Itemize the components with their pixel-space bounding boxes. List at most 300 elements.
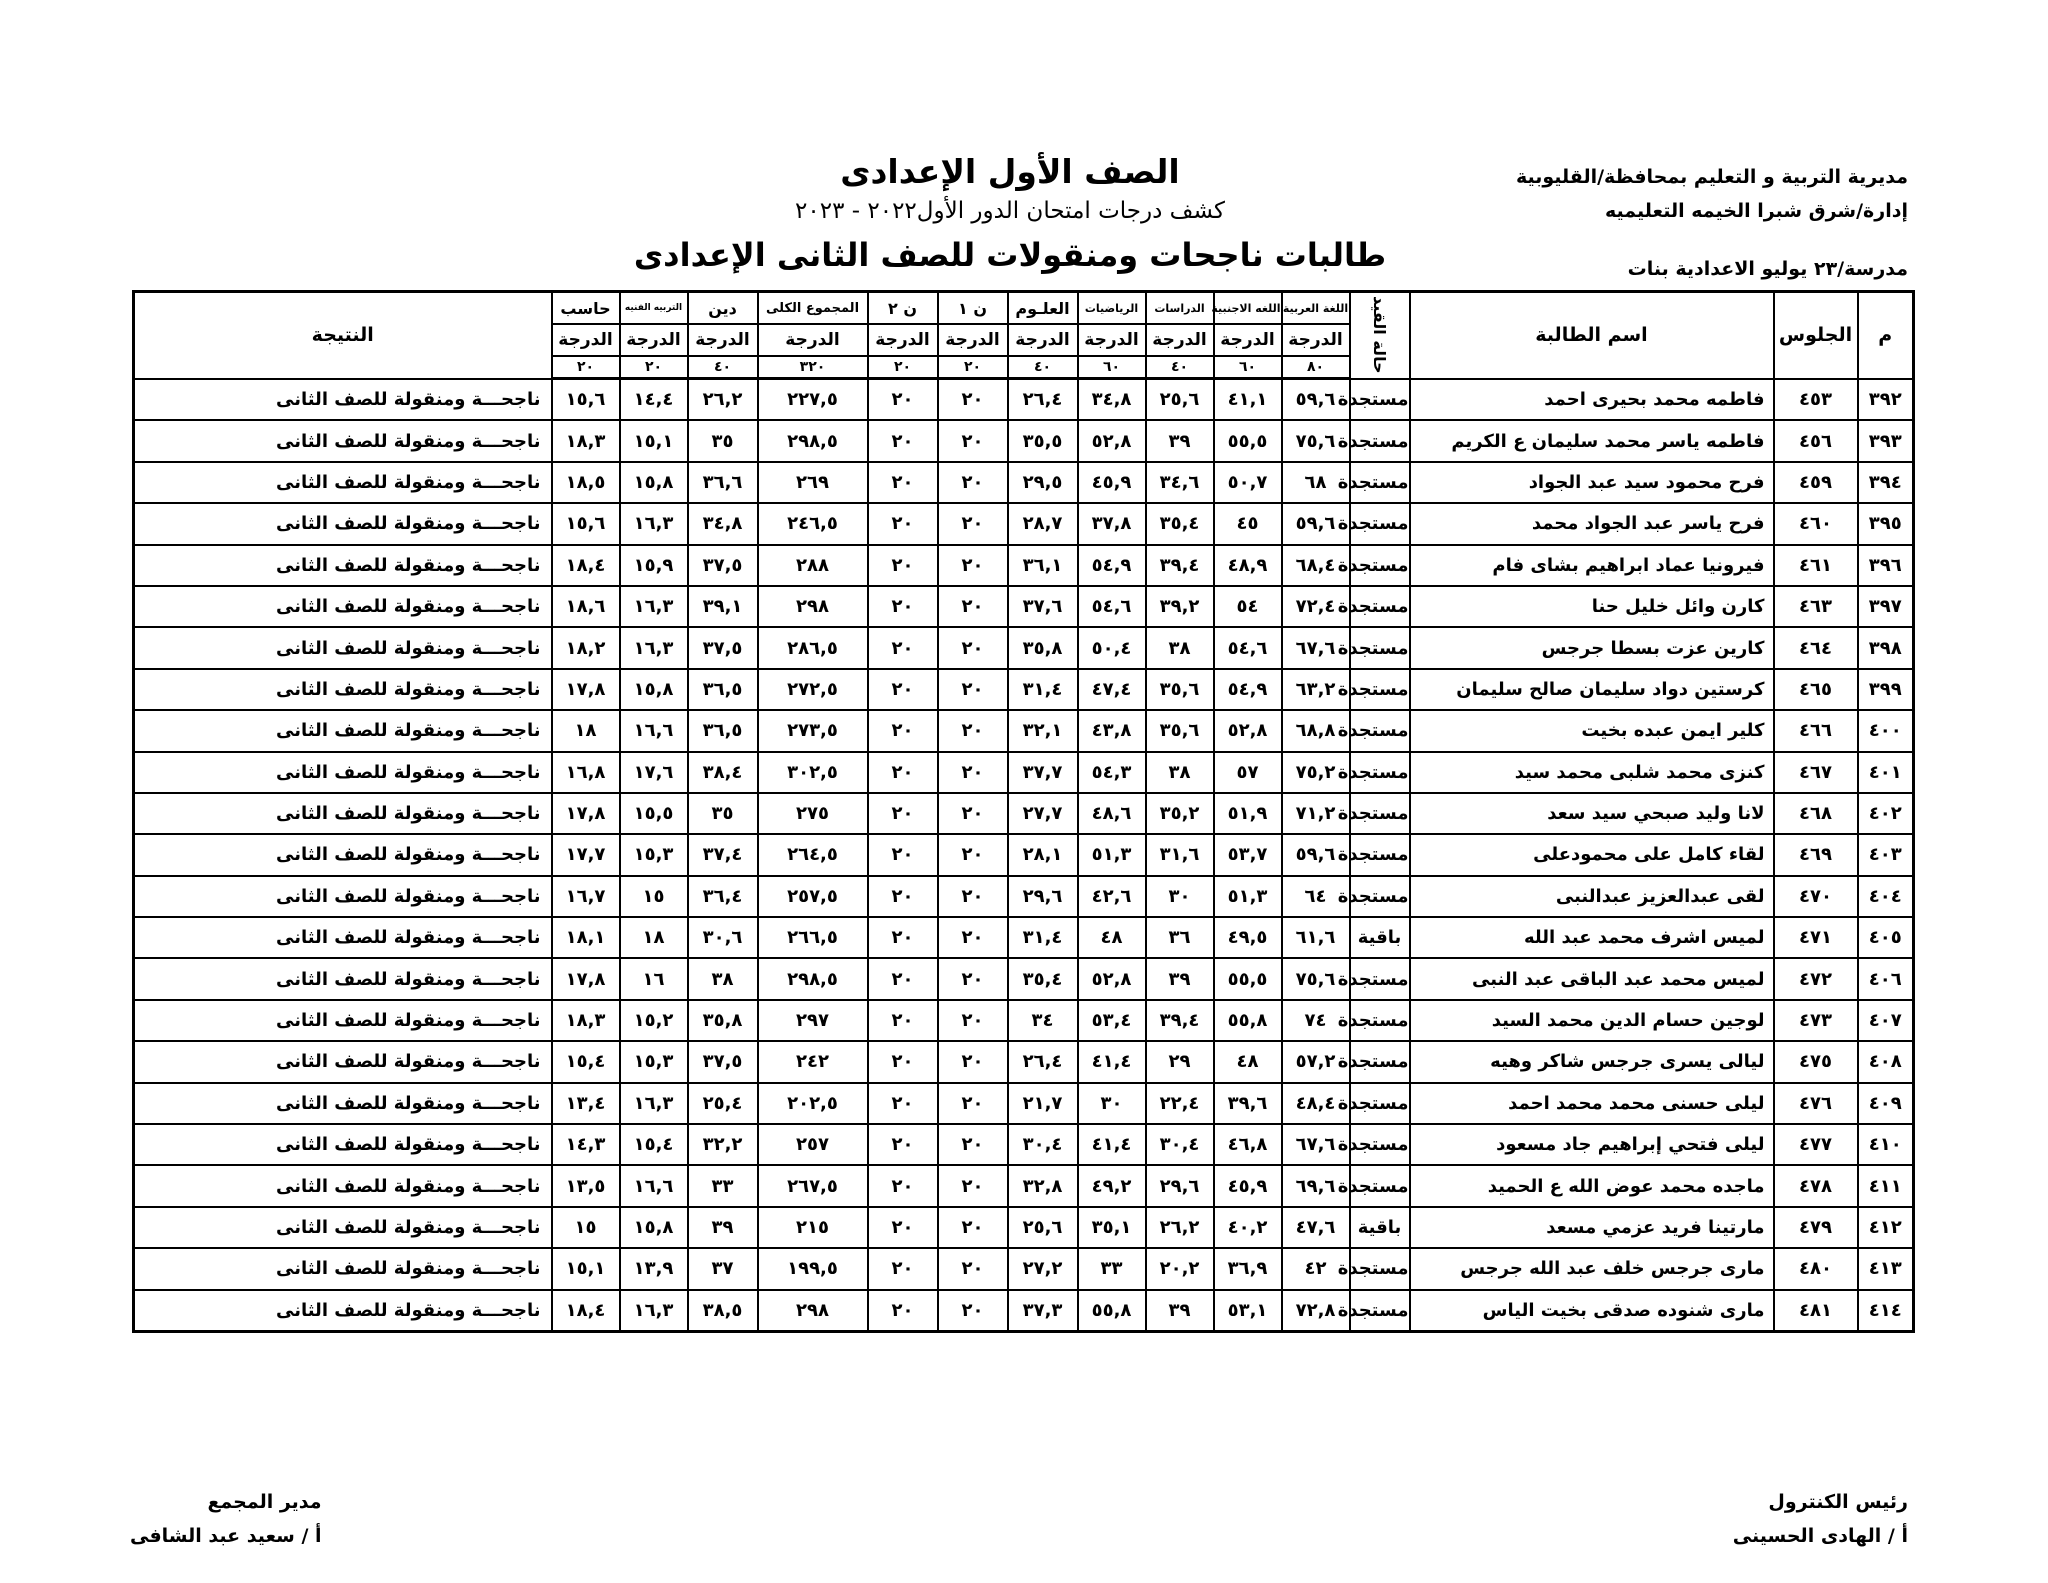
math-cell: ٤١,٤ (1078, 1041, 1146, 1082)
col-result: النتيجة (134, 292, 552, 379)
arabic-cell: ٤٧,٦ (1282, 1207, 1350, 1248)
max-art: ٢٠ (620, 356, 688, 379)
table-row (134, 379, 1914, 421)
serial-cell: ٤٠٦ (1858, 958, 1914, 999)
science-cell: ٣٧,٣ (1008, 1290, 1078, 1332)
religion-cell: ٣٠,٦ (688, 917, 758, 958)
seat-cell: ٤٨٠ (1774, 1248, 1858, 1289)
science-cell: ٣٠,٤ (1008, 1124, 1078, 1165)
total-cell: ٢٩٧ (758, 1000, 868, 1041)
col-serial: م (1858, 292, 1914, 379)
computer-cell: ١٨,٤ (552, 1290, 620, 1332)
name-cell: ماجده محمد عوض الله ع الحميد (1410, 1165, 1774, 1206)
total-cell: ٣٠٢,٥ (758, 752, 868, 793)
result-cell: ناجحـــة ومنقولة للصف الثانى (134, 1124, 552, 1165)
total-cell: ٢٠٢,٥ (758, 1083, 868, 1124)
serial-cell: ٤٠٤ (1858, 876, 1914, 917)
studies-cell: ٢٩,٦ (1146, 1165, 1214, 1206)
foreign-cell: ٥٠,٧ (1214, 462, 1282, 503)
foreign-cell: ٥٥,٥ (1214, 958, 1282, 999)
computer-cell: ١٤,٣ (552, 1124, 620, 1165)
computer-cell: ١٨,١ (552, 917, 620, 958)
name-cell: مارتينا فريد عزمي مسعد (1410, 1207, 1774, 1248)
computer-cell: ١٥,١ (552, 1248, 620, 1289)
math-cell: ٥٤,٣ (1078, 752, 1146, 793)
arabic-cell: ٥٩,٦ (1282, 503, 1350, 544)
serial-cell: ٣٩٥ (1858, 503, 1914, 544)
n1-cell: ٢٠ (938, 834, 1008, 875)
table-header (134, 292, 1914, 379)
n1-cell: ٢٠ (938, 545, 1008, 586)
total-cell: ٢٥٧,٥ (758, 876, 868, 917)
school-line: مدرسة/٢٣ يوليو الاعدادية بنات (1627, 258, 1908, 280)
foreign-cell: ٤٨,٩ (1214, 545, 1282, 586)
max-foreign: ٦٠ (1214, 356, 1282, 379)
status-cell: مستجدة (1350, 1041, 1410, 1082)
art-cell: ١٦,٣ (620, 627, 688, 668)
computer-cell: ١٨,٣ (552, 420, 620, 461)
status-cell: مستجدة (1350, 586, 1410, 627)
studies-cell: ٣٥,٦ (1146, 669, 1214, 710)
col-math: الرياضيات (1078, 292, 1146, 325)
table-row (134, 627, 1914, 668)
result-cell: ناجحـــة ومنقولة للصف الثانى (134, 1041, 552, 1082)
control-head-signature (1733, 1485, 1908, 1553)
foreign-cell: ٥٢,٨ (1214, 710, 1282, 751)
math-cell: ٥٢,٨ (1078, 958, 1146, 999)
n2-cell: ٢٠ (868, 834, 938, 875)
table-row (134, 1165, 1914, 1206)
serial-cell: ٤١٣ (1858, 1248, 1914, 1289)
table-row (134, 1041, 1914, 1082)
serial-cell: ٣٩٧ (1858, 586, 1914, 627)
status-cell: باقية (1350, 917, 1410, 958)
science-cell: ٢٩,٥ (1008, 462, 1078, 503)
foreign-cell: ٥٤,٦ (1214, 627, 1282, 668)
foreign-cell: ٤٠,٢ (1214, 1207, 1282, 1248)
studies-cell: ٣٥,٤ (1146, 503, 1214, 544)
name-cell: مارى شنوده صدقى بخيت الياس (1410, 1290, 1774, 1332)
max-n1: ٢٠ (938, 356, 1008, 379)
n2-cell: ٢٠ (868, 627, 938, 668)
serial-cell: ٤٠١ (1858, 752, 1914, 793)
name-cell: مارى جرجس خلف عبد الله جرجس (1410, 1248, 1774, 1289)
col-computer: حاسب (552, 292, 620, 325)
arabic-cell: ٤٢ (1282, 1248, 1350, 1289)
result-cell: ناجحـــة ومنقولة للصف الثانى (134, 1000, 552, 1041)
max-studies: ٤٠ (1146, 356, 1214, 379)
n1-cell: ٢٠ (938, 1041, 1008, 1082)
complex-manager-signature (130, 1485, 322, 1553)
art-cell: ١٥,١ (620, 420, 688, 461)
total-cell: ٢٩٨ (758, 586, 868, 627)
grade-label: الدرجة (938, 324, 1008, 356)
grade-label: الدرجة (1146, 324, 1214, 356)
status-cell: مستجدة (1350, 1000, 1410, 1041)
art-cell: ١٥ (620, 876, 688, 917)
foreign-cell: ٥٤,٩ (1214, 669, 1282, 710)
religion-cell: ٣٤,٨ (688, 503, 758, 544)
art-cell: ١٦,٣ (620, 1290, 688, 1332)
name-cell: فيرونيا عماد ابراهيم بشاى فام (1410, 545, 1774, 586)
computer-cell: ١٥,٦ (552, 379, 620, 421)
status-cell: مستجدة (1350, 545, 1410, 586)
science-cell: ٣٥,٨ (1008, 627, 1078, 668)
art-cell: ١٥,٩ (620, 545, 688, 586)
status-cell: مستجدة (1350, 752, 1410, 793)
total-cell: ٢١٥ (758, 1207, 868, 1248)
science-cell: ٢٦,٤ (1008, 379, 1078, 421)
total-cell: ٢٩٨,٥ (758, 958, 868, 999)
studies-cell: ٢٥,٦ (1146, 379, 1214, 421)
status-cell: مستجدة (1350, 1248, 1410, 1289)
religion-cell: ٣٨,٥ (688, 1290, 758, 1332)
n2-cell: ٢٠ (868, 793, 938, 834)
status-cell: مستجدة (1350, 669, 1410, 710)
foreign-cell: ٥٧ (1214, 752, 1282, 793)
col-n1: ن ١ (938, 292, 1008, 325)
n1-cell: ٢٠ (938, 793, 1008, 834)
computer-cell: ١٥,٦ (552, 503, 620, 544)
administration-line: إدارة/شرق شبرا الخيمه التعليميه (1605, 200, 1908, 222)
total-cell: ٢٦٩ (758, 462, 868, 503)
control-head-title: رئيس الكنترول (1768, 1491, 1908, 1513)
computer-cell: ١٥,٤ (552, 1041, 620, 1082)
n2-cell: ٢٠ (868, 586, 938, 627)
name-cell: لميس محمد عبد الباقى عبد النبى (1410, 958, 1774, 999)
arabic-cell: ٦٨ (1282, 462, 1350, 503)
name-cell: لانا وليد صبحي سيد سعد (1410, 793, 1774, 834)
foreign-cell: ٥١,٩ (1214, 793, 1282, 834)
table-row (134, 752, 1914, 793)
math-cell: ٤٢,٦ (1078, 876, 1146, 917)
result-cell: ناجحـــة ومنقولة للصف الثانى (134, 1290, 552, 1332)
col-seat: الجلوس (1774, 292, 1858, 379)
total-cell: ٢٥٧ (758, 1124, 868, 1165)
result-cell: ناجحـــة ومنقولة للصف الثانى (134, 1248, 552, 1289)
seat-cell: ٤٧٢ (1774, 958, 1858, 999)
serial-cell: ٤٠٥ (1858, 917, 1914, 958)
computer-cell: ١٨ (552, 710, 620, 751)
n2-cell: ٢٠ (868, 1207, 938, 1248)
table-row (134, 1248, 1914, 1289)
n2-cell: ٢٠ (868, 1290, 938, 1332)
art-cell: ١٨ (620, 917, 688, 958)
col-foreign: اللغه الاجنبية (1214, 292, 1282, 325)
table-row (134, 876, 1914, 917)
religion-cell: ٢٦,٢ (688, 379, 758, 421)
result-cell: ناجحـــة ومنقولة للصف الثانى (134, 1083, 552, 1124)
status-cell: مستجدة (1350, 710, 1410, 751)
n2-cell: ٢٠ (868, 958, 938, 999)
n1-cell: ٢٠ (938, 627, 1008, 668)
science-cell: ٣٢,٨ (1008, 1165, 1078, 1206)
science-cell: ٣٧,٦ (1008, 586, 1078, 627)
foreign-cell: ٣٦,٩ (1214, 1248, 1282, 1289)
total-cell: ٢٦٦,٥ (758, 917, 868, 958)
n2-cell: ٢٠ (868, 669, 938, 710)
foreign-cell: ٤٨ (1214, 1041, 1282, 1082)
arabic-cell: ٧٥,٦ (1282, 958, 1350, 999)
seat-cell: ٤٧٣ (1774, 1000, 1858, 1041)
result-cell: ناجحـــة ومنقولة للصف الثانى (134, 752, 552, 793)
max-total: ٣٢٠ (758, 356, 868, 379)
serial-cell: ٤٠٣ (1858, 834, 1914, 875)
serial-cell: ٤٠٢ (1858, 793, 1914, 834)
studies-cell: ٢٦,٢ (1146, 1207, 1214, 1248)
result-cell: ناجحـــة ومنقولة للصف الثانى (134, 958, 552, 999)
name-cell: فرح ياسر عبد الجواد محمد (1410, 503, 1774, 544)
math-cell: ٣٣ (1078, 1248, 1146, 1289)
science-cell: ٢٨,٧ (1008, 503, 1078, 544)
art-cell: ١٥,٨ (620, 669, 688, 710)
n2-cell: ٢٠ (868, 710, 938, 751)
science-cell: ٣٥,٤ (1008, 958, 1078, 999)
arabic-cell: ٧٢,٤ (1282, 586, 1350, 627)
seat-cell: ٤٧٩ (1774, 1207, 1858, 1248)
name-cell: كلير ايمن عبده بخيت (1410, 710, 1774, 751)
table-row (134, 420, 1914, 461)
studies-cell: ٣٠,٤ (1146, 1124, 1214, 1165)
art-cell: ١٦ (620, 958, 688, 999)
name-cell: لقى عبدالعزيز عبدالنبى (1410, 876, 1774, 917)
science-cell: ٢٧,٢ (1008, 1248, 1078, 1289)
foreign-cell: ٤٦,٨ (1214, 1124, 1282, 1165)
studies-cell: ٢٠,٢ (1146, 1248, 1214, 1289)
n2-cell: ٢٠ (868, 1248, 938, 1289)
art-cell: ١٥,٥ (620, 793, 688, 834)
total-cell: ٢٧٢,٥ (758, 669, 868, 710)
name-cell: لقاء كامل على محمودعلى (1410, 834, 1774, 875)
grade-title: الصف الأول الإعدادى (840, 152, 1180, 191)
studies-cell: ٣٩ (1146, 958, 1214, 999)
math-cell: ٤١,٤ (1078, 1124, 1146, 1165)
n1-cell: ٢٠ (938, 503, 1008, 544)
status-cell: مستجدة (1350, 1290, 1410, 1332)
arabic-cell: ٧٢,٨ (1282, 1290, 1350, 1332)
result-cell: ناجحـــة ومنقولة للصف الثانى (134, 669, 552, 710)
max-n2: ٢٠ (868, 356, 938, 379)
table-row (134, 1207, 1914, 1248)
seat-cell: ٤٧١ (1774, 917, 1858, 958)
total-cell: ٢٩٨ (758, 1290, 868, 1332)
status-cell: مستجدة (1350, 834, 1410, 875)
total-cell: ١٩٩,٥ (758, 1248, 868, 1289)
studies-cell: ٣٩,٤ (1146, 545, 1214, 586)
n2-cell: ٢٠ (868, 1124, 938, 1165)
serial-cell: ٣٩٦ (1858, 545, 1914, 586)
total-cell: ٢٦٧,٥ (758, 1165, 868, 1206)
total-cell: ٢٨٦,٥ (758, 627, 868, 668)
religion-cell: ٣٨,٤ (688, 752, 758, 793)
seat-cell: ٤٦٧ (1774, 752, 1858, 793)
art-cell: ١٥,٤ (620, 1124, 688, 1165)
total-cell: ٢٧٥ (758, 793, 868, 834)
table-row (134, 958, 1914, 999)
status-cell: مستجدة (1350, 1124, 1410, 1165)
n1-cell: ٢٠ (938, 1290, 1008, 1332)
n2-cell: ٢٠ (868, 503, 938, 544)
grade-label: الدرجة (868, 324, 938, 356)
col-science: العلـوم (1008, 292, 1078, 325)
religion-cell: ٣٩,١ (688, 586, 758, 627)
religion-cell: ٣٢,٢ (688, 1124, 758, 1165)
total-cell: ٢٩٨,٥ (758, 420, 868, 461)
result-cell: ناجحـــة ومنقولة للصف الثانى (134, 793, 552, 834)
seat-cell: ٤٦٦ (1774, 710, 1858, 751)
n1-cell: ٢٠ (938, 1165, 1008, 1206)
religion-cell: ٣٧,٥ (688, 627, 758, 668)
studies-cell: ٣٩,٤ (1146, 1000, 1214, 1041)
n1-cell: ٢٠ (938, 462, 1008, 503)
serial-cell: ٣٩٤ (1858, 462, 1914, 503)
science-cell: ٣٢,١ (1008, 710, 1078, 751)
n2-cell: ٢٠ (868, 876, 938, 917)
status-cell: مستجدة (1350, 793, 1410, 834)
computer-cell: ١٨,٢ (552, 627, 620, 668)
grade-label: الدرجة (1282, 324, 1350, 356)
total-cell: ٢٤٢ (758, 1041, 868, 1082)
art-cell: ١٥,٢ (620, 1000, 688, 1041)
religion-cell: ٣٦,٤ (688, 876, 758, 917)
computer-cell: ١٧,٧ (552, 834, 620, 875)
name-cell: ليلى فتحي إبراهيم جاد مسعود (1410, 1124, 1774, 1165)
foreign-cell: ٤١,١ (1214, 379, 1282, 421)
math-cell: ٥٥,٨ (1078, 1290, 1146, 1332)
studies-cell: ٣٩ (1146, 1290, 1214, 1332)
status-cell: مستجدة (1350, 1165, 1410, 1206)
table-row (134, 1290, 1914, 1332)
religion-cell: ٣٥,٨ (688, 1000, 758, 1041)
seat-cell: ٤٦١ (1774, 545, 1858, 586)
arabic-cell: ٧١,٢ (1282, 793, 1350, 834)
seat-cell: ٤٥٩ (1774, 462, 1858, 503)
religion-cell: ٢٥,٤ (688, 1083, 758, 1124)
religion-cell: ٣٧,٥ (688, 1041, 758, 1082)
art-cell: ١٧,٦ (620, 752, 688, 793)
table-body (134, 379, 1914, 1332)
max-religion: ٤٠ (688, 356, 758, 379)
n1-cell: ٢٠ (938, 1083, 1008, 1124)
math-cell: ٤٨,٦ (1078, 793, 1146, 834)
seat-cell: ٤٦٠ (1774, 503, 1858, 544)
control-head-name: أ / الهادى الحسينى (1732, 1525, 1908, 1547)
table-row (134, 503, 1914, 544)
grade-label: الدرجة (758, 324, 868, 356)
religion-cell: ٣٦,٦ (688, 462, 758, 503)
result-cell: ناجحـــة ومنقولة للصف الثانى (134, 462, 552, 503)
status-cell: مستجدة (1350, 958, 1410, 999)
status-cell: مستجدة (1350, 876, 1410, 917)
science-cell: ٣١,٤ (1008, 917, 1078, 958)
name-cell: فاطمه ياسر محمد سليمان ع الكريم (1410, 420, 1774, 461)
computer-cell: ١٧,٨ (552, 793, 620, 834)
total-cell: ٢٨٨ (758, 545, 868, 586)
art-cell: ١٤,٤ (620, 379, 688, 421)
studies-cell: ٣١,٦ (1146, 834, 1214, 875)
table-row (134, 1000, 1914, 1041)
result-cell: ناجحـــة ومنقولة للصف الثانى (134, 1207, 552, 1248)
studies-cell: ٣٦ (1146, 917, 1214, 958)
n2-cell: ٢٠ (868, 462, 938, 503)
table-row (134, 1124, 1914, 1165)
foreign-cell: ٥١,٣ (1214, 876, 1282, 917)
status-cell: مستجدة (1350, 1083, 1410, 1124)
name-cell: كارن وائل خليل حنا (1410, 586, 1774, 627)
n1-cell: ٢٠ (938, 669, 1008, 710)
result-cell: ناجحـــة ومنقولة للصف الثانى (134, 503, 552, 544)
math-cell: ٣٧,٨ (1078, 503, 1146, 544)
name-cell: كارين عزت بسطا جرجس (1410, 627, 1774, 668)
religion-cell: ٣٩ (688, 1207, 758, 1248)
name-cell: فرح محمود سيد عبد الجواد (1410, 462, 1774, 503)
science-cell: ٣٤ (1008, 1000, 1078, 1041)
max-arabic: ٨٠ (1282, 356, 1350, 379)
table-row (134, 834, 1914, 875)
religion-cell: ٣٥ (688, 793, 758, 834)
name-cell: فاطمه محمد بحيرى احمد (1410, 379, 1774, 421)
religion-cell: ٣٣ (688, 1165, 758, 1206)
computer-cell: ١٨,٣ (552, 1000, 620, 1041)
art-cell: ١٦,٣ (620, 586, 688, 627)
table-row (134, 462, 1914, 503)
computer-cell: ١٨,٤ (552, 545, 620, 586)
max-math: ٦٠ (1078, 356, 1146, 379)
grade-label: الدرجة (1078, 324, 1146, 356)
status-cell: مستجدة (1350, 379, 1410, 421)
total-cell: ٢٢٧,٥ (758, 379, 868, 421)
science-cell: ٢٦,٤ (1008, 1041, 1078, 1082)
serial-cell: ٤١٤ (1858, 1290, 1914, 1332)
seat-cell: ٤٦٥ (1774, 669, 1858, 710)
n1-cell: ٢٠ (938, 958, 1008, 999)
computer-cell: ١٥ (552, 1207, 620, 1248)
n2-cell: ٢٠ (868, 1000, 938, 1041)
math-cell: ٤٩,٢ (1078, 1165, 1146, 1206)
art-cell: ١٦,٦ (620, 710, 688, 751)
seat-cell: ٤٦٤ (1774, 627, 1858, 668)
serial-cell: ٤١١ (1858, 1165, 1914, 1206)
table-row (134, 1083, 1914, 1124)
arabic-cell: ٦٨,٨ (1282, 710, 1350, 751)
n1-cell: ٢٠ (938, 1124, 1008, 1165)
arabic-cell: ٦٧,٦ (1282, 1124, 1350, 1165)
seat-cell: ٤٧٨ (1774, 1165, 1858, 1206)
n1-cell: ٢٠ (938, 379, 1008, 421)
foreign-cell: ٣٩,٦ (1214, 1083, 1282, 1124)
computer-cell: ١٧,٨ (552, 958, 620, 999)
studies-cell: ٣٨ (1146, 752, 1214, 793)
foreign-cell: ٥٣,٧ (1214, 834, 1282, 875)
art-cell: ١٥,٨ (620, 462, 688, 503)
n2-cell: ٢٠ (868, 1083, 938, 1124)
seat-cell: ٤٧٠ (1774, 876, 1858, 917)
serial-cell: ٣٩٨ (1858, 627, 1914, 668)
foreign-cell: ٥٣,١ (1214, 1290, 1282, 1332)
math-cell: ٥٢,٨ (1078, 420, 1146, 461)
serial-cell: ٣٩٩ (1858, 669, 1914, 710)
name-cell: كرستين دواد سليمان صالح سليمان (1410, 669, 1774, 710)
serial-cell: ٤٠٨ (1858, 1041, 1914, 1082)
col-name: اسم الطالبة (1410, 292, 1774, 379)
religion-cell: ٣٧,٤ (688, 834, 758, 875)
n1-cell: ٢٠ (938, 917, 1008, 958)
result-cell: ناجحـــة ومنقولة للصف الثانى (134, 917, 552, 958)
science-cell: ٢٩,٦ (1008, 876, 1078, 917)
total-cell: ٢٤٦,٥ (758, 503, 868, 544)
serial-cell: ٤٠٧ (1858, 1000, 1914, 1041)
col-total: المجموع الكلى (758, 292, 868, 325)
